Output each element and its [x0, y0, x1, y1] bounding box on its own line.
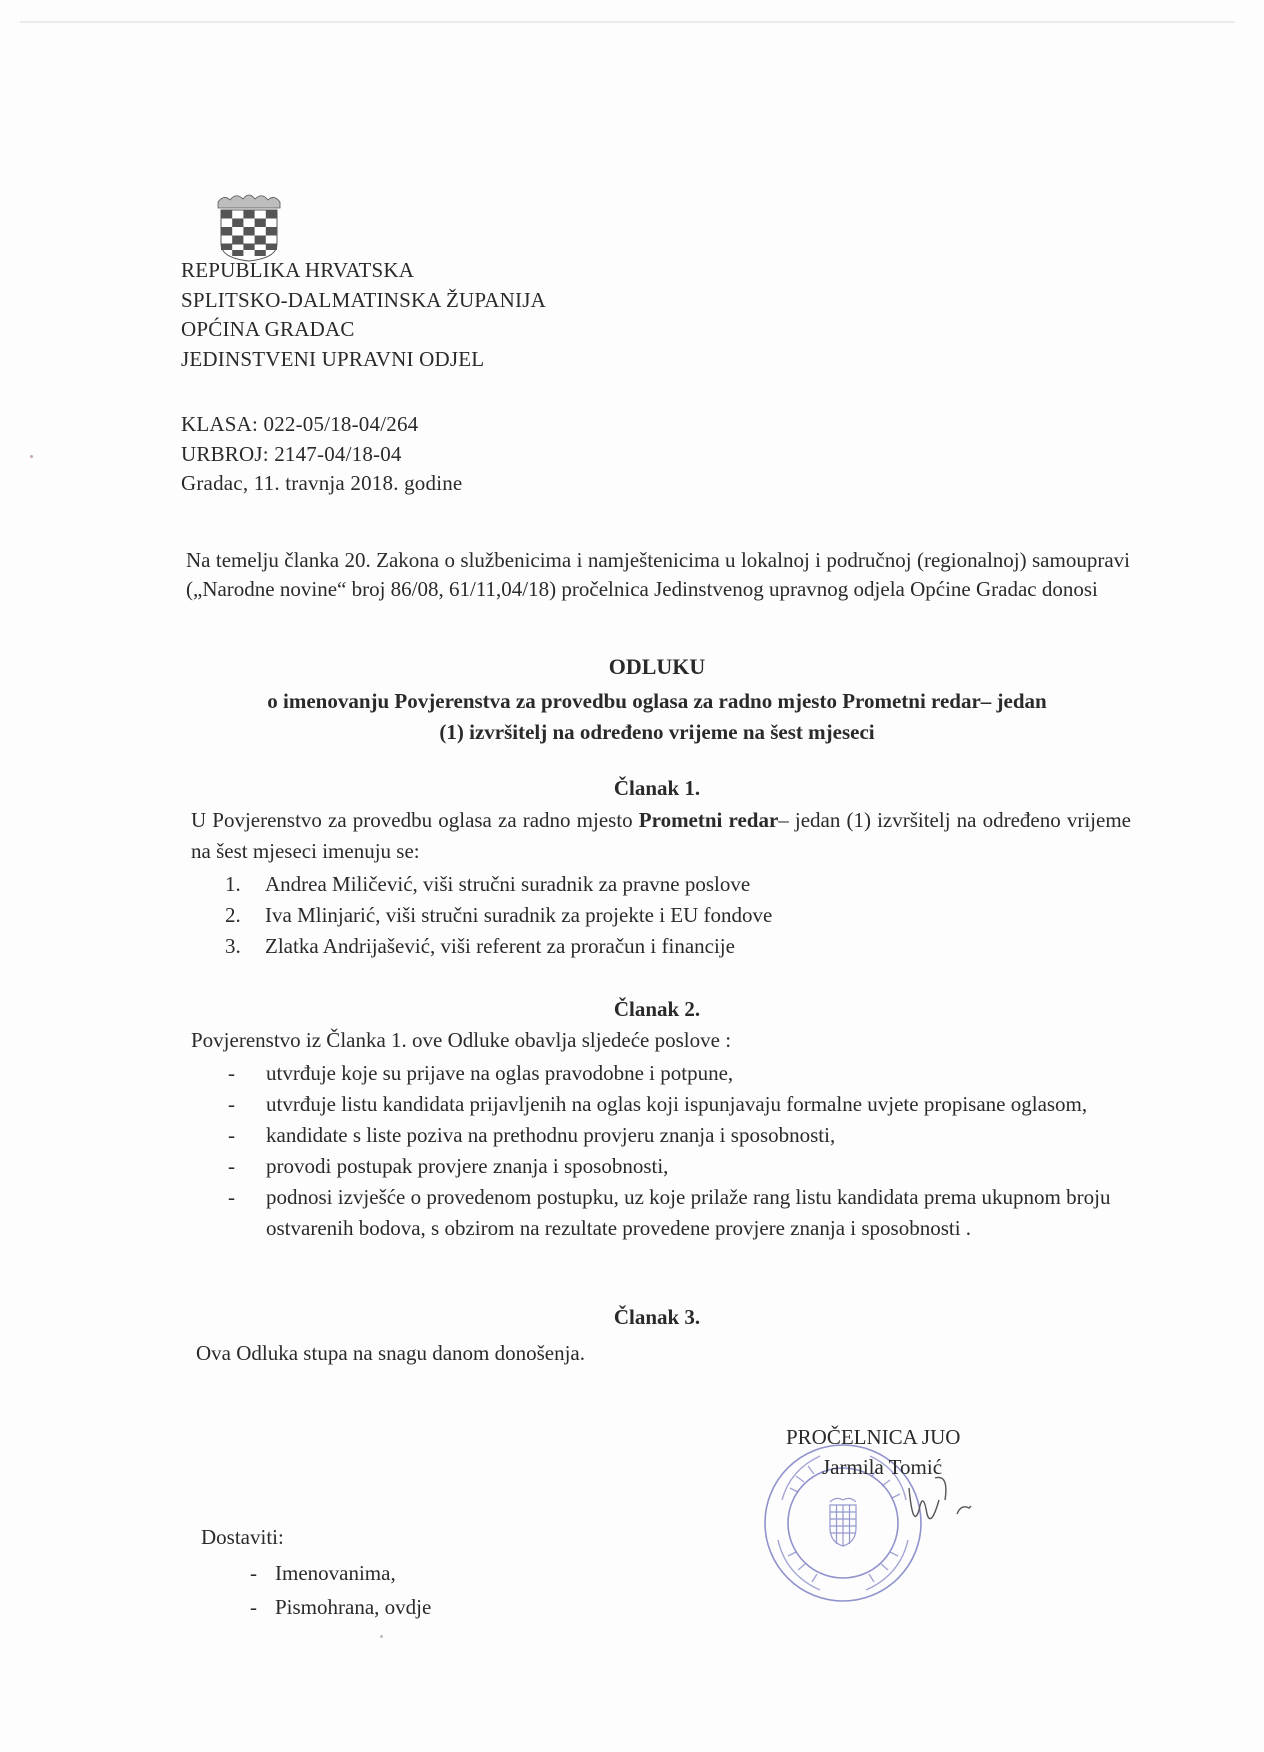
klasa-number: KLASA: 022-05/18-04/264 [181, 412, 419, 436]
delivery-label: Dostaviti: [201, 1525, 284, 1549]
list-item [226, 1182, 1136, 1244]
issuer-header [181, 256, 546, 374]
article-1-heading: Članak 1. [613, 776, 701, 800]
issuer-department: JEDINSTVENI UPRAVNI ODJEL [181, 346, 485, 371]
duty-text: utvrđuje listu kandidata prijavljenih na oglas koji ispunjavaju formalne uvjete propisane oglasom, [266, 1092, 1088, 1116]
list-item [250, 1590, 431, 1624]
bullet-dash: - [228, 1092, 235, 1116]
article-3-heading: Članak 3. [613, 1305, 701, 1329]
coat-of-arms-icon [212, 192, 286, 262]
duty-text: utvrđuje koje su prijave na oglas pravodobne i potpune, [266, 1061, 734, 1085]
signatory-name: Jarmila Tomić [822, 1455, 943, 1479]
list-item [225, 931, 772, 962]
bullet-dash: - [250, 1595, 257, 1619]
urbroj-number: URBROJ: 2147-04/18-04 [181, 441, 402, 466]
delivery-recipient: Imenovanima, [275, 1561, 396, 1585]
article-1-position-name: Prometni redar [638, 808, 779, 832]
legal-basis-paragraph: Na temelju članka 20. Zakona o službenicima i namještenicima u lokalnoj i područnoj (regionalnoj) samoupravi („Narodne novine“ broj 86/08, 61/11,04/18) pročelnica Jedinstvenog upravnog odjela Općine Gradac donosi [186, 548, 1130, 601]
subtitle-line-2: (1) izvršitelj na određeno vrijeme na šest mjeseci [439, 720, 875, 744]
member-number: 1. [225, 872, 241, 896]
member-name: Andrea Miličević, viši stručni suradnik za pravne poslove [265, 872, 751, 896]
document-title: ODLUKU [608, 654, 706, 679]
list-item [225, 900, 772, 931]
duty-text: podnosi izvješće o provedenom postupku, uz koje prilaže rang listu kandidata prema ukupnom broju ostvarenih bodova, s obzirom na rezultate provedene provjere znanja i sposobnosti . [266, 1185, 1111, 1240]
issuer-county: SPLITSKO-DALMATINSKA ŽUPANIJA [181, 287, 546, 312]
list-item [226, 1151, 1136, 1182]
subtitle-line-1: o imenovanju Povjerenstva za provedbu oglasa za radno mjesto Prometni redar– jedan [267, 689, 1047, 713]
list-item [226, 1120, 1136, 1151]
bullet-dash: - [250, 1561, 257, 1585]
member-number: 3. [225, 934, 241, 958]
article-2-intro: Povjerenstvo iz Članka 1. ove Odluke obavlja sljedeće poslove : [191, 1028, 732, 1052]
bullet-dash: - [228, 1123, 235, 1147]
list-item [226, 1089, 1136, 1120]
member-name: Zlatka Andrijašević, viši referent za proračun i financije [265, 934, 735, 958]
member-number: 2. [225, 903, 241, 927]
scan-speck [380, 1635, 383, 1638]
article-1-text-start: U Povjerenstvo za provedbu oglasa za radno mjesto [191, 808, 639, 832]
article-2-heading: Članak 2. [613, 997, 701, 1021]
duty-text: provodi postupak provjere znanja i sposobnosti, [266, 1154, 669, 1178]
article-1-text [191, 805, 1131, 867]
committee-members-list [225, 869, 772, 962]
delivery-list [250, 1556, 431, 1624]
reference-block [181, 410, 462, 499]
list-item [226, 1058, 1136, 1089]
bullet-dash: - [228, 1061, 235, 1085]
article-3-text: Ova Odluka stupa na snagu danom donošenja. [196, 1341, 586, 1365]
document-date: Gradac, 11. travnja 2018. godine [181, 471, 463, 495]
article-1-text-end: – jedan (1) izvršitelj na određeno vrijeme na šest mjeseci imenuju se: [191, 808, 1131, 863]
signatory-title: PROČELNICA JUO [786, 1425, 961, 1449]
issuer-municipality: OPĆINA GRADAC [181, 317, 355, 341]
list-item [250, 1556, 431, 1590]
bullet-dash: - [228, 1185, 235, 1209]
scan-speck [30, 455, 33, 458]
document-subtitle [180, 686, 1134, 748]
duty-text: kandidate s liste poziva na prethodnu provjeru znanja i sposobnosti, [266, 1123, 836, 1147]
issuer-country: REPUBLIKA HRVATSKA [181, 258, 415, 282]
scan-edge-line [20, 21, 1235, 23]
list-item [225, 869, 772, 900]
committee-duties-list [226, 1058, 1136, 1244]
delivery-recipient: Pismohrana, ovdje [275, 1595, 432, 1619]
member-name: Iva Mlinjarić, viši stručni suradnik za projekte i EU fondove [265, 903, 773, 927]
bullet-dash: - [228, 1154, 235, 1178]
